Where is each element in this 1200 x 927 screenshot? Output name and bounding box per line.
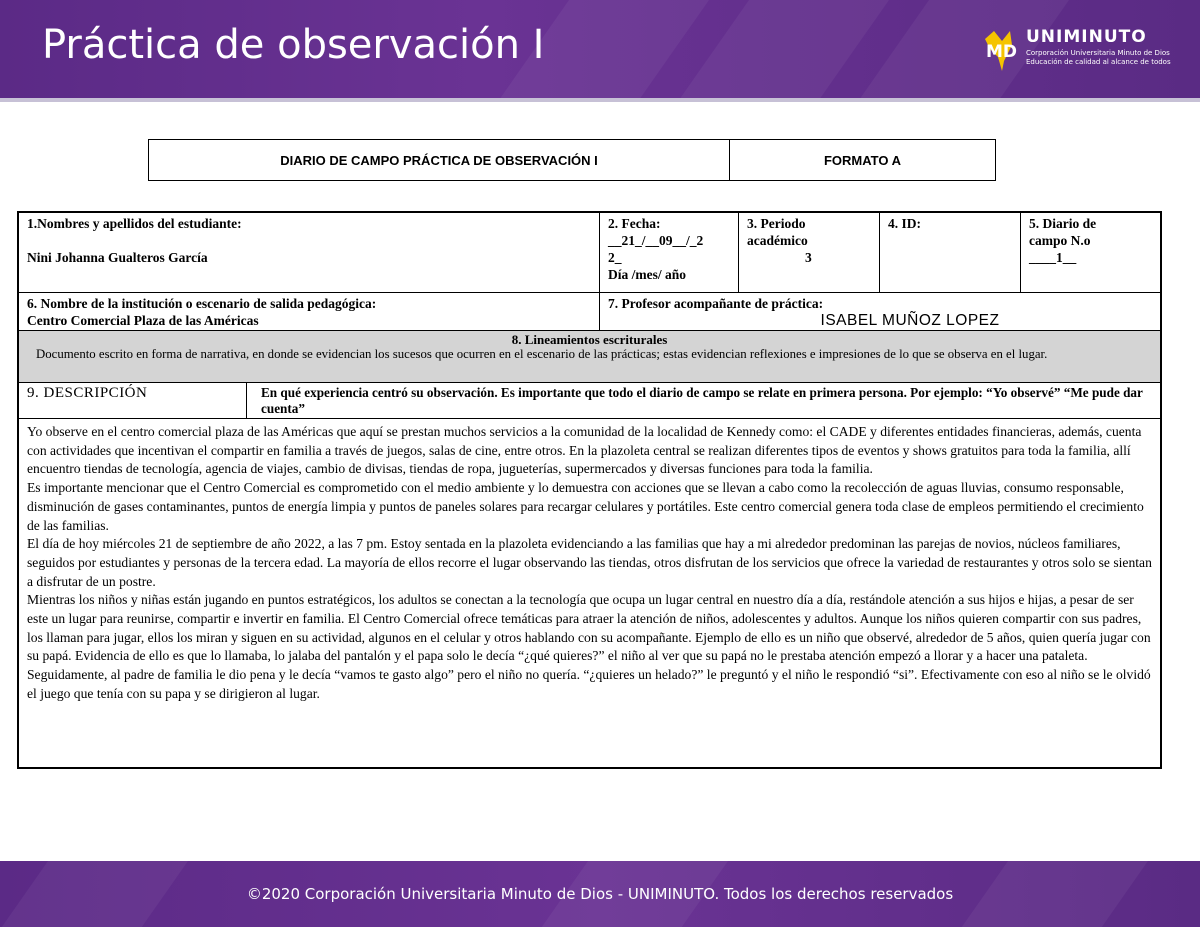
field-diary-form [17, 211, 1162, 769]
profesor-name: ISABEL MUÑOZ LOPEZ [820, 312, 1000, 329]
profesor-label: 7. Profesor acompañante de práctica: [608, 296, 824, 311]
diario-value: ____1__ [1029, 250, 1077, 265]
guidelines-text: Documento escrito en forma de narrativa, en donde se evidencian los sucesos que ocurren en el escenario de las prácticas; estas evidencian reflexiones e impresiones de lo que se observa en el lugar. [36, 347, 1048, 361]
diario-label-1: 5. Diario de [1029, 216, 1097, 231]
form-row-institution [19, 293, 1160, 331]
fecha-label: 2. Fecha: [608, 216, 661, 231]
form-row-body [19, 419, 1160, 767]
student-cell [19, 213, 599, 292]
observation-body [27, 423, 1152, 704]
fecha-format: Día /mes/ año [608, 267, 687, 282]
body-paragraph: Es importante mencionar que el Centro Comercial es comprometido con el medio ambiente y lo demuestra con acciones que se llevan a cabo como la recolección de aguas lluvias, consumo responsable, disminución de gases contaminantes, puntos de energía limpia y puntos de paneles solares para recargar celulares y portátiles. Este centro comercial genera toda clase de empleos permitiendo el crecimiento de las familias. [27, 480, 1144, 533]
format-label: FORMATO A [823, 152, 902, 168]
diario-label-2: campo N.o [1029, 233, 1091, 248]
uniminuto-logo [982, 25, 1182, 77]
fecha-value-2: 2_ [608, 250, 622, 265]
student-name: Nini Johanna Gualteros García [27, 250, 208, 265]
periodo-value: 3 [805, 250, 812, 265]
form-row-description-header [19, 383, 1160, 419]
footer-banner [0, 861, 1200, 927]
id-label: 4. ID: [888, 216, 921, 231]
profesor-cell [599, 293, 1160, 330]
body-paragraph: El día de hoy miércoles 21 de septiembre de año 2022, a las 7 pm. Estoy sentada en la plazoleta evidenciando a las familias que hay a mi alrededor predominan las parejas de novios, núcleos familiares, seguidos por estudiantes y personas de la tercera edad. La mayoría de ellos recorre el lugar observando las tiendas, otros disfrutan de los servicios que ofrece la variedad de restaurantes y otros solo se sientan a disfrutar de un postre. [27, 536, 1152, 589]
fecha-value-1: __21_/__09__/_2 [608, 233, 704, 248]
logo-tagline-1: Corporación Universitaria Minuto de Dios [1026, 49, 1170, 57]
student-label: 1.Nombres y apellidos del estudiante: [27, 216, 242, 231]
title-box [148, 139, 996, 181]
description-prompt-cell [246, 383, 1160, 418]
form-row-student [19, 213, 1160, 293]
logo-tagline-2: Educación de calidad al alcance de todos [1026, 58, 1171, 66]
form-row-guidelines [19, 331, 1160, 383]
description-label: 9. DESCRIPCIÓN [27, 385, 148, 401]
document-title: DIARIO DE CAMPO PRÁCTICA DE OBSERVACIÓN I [149, 140, 730, 180]
periodo-label-1: 3. Periodo [747, 216, 806, 231]
page-title: Práctica de observación I [42, 22, 545, 68]
diario-cell [1020, 213, 1160, 292]
description-label-cell [19, 383, 246, 418]
guidelines-title: 8. Lineamientos escriturales [511, 332, 668, 347]
institution-value: Centro Comercial Plaza de las Américas [27, 313, 259, 328]
logo-name: UNIMINUTO [1026, 27, 1147, 47]
header-banner [0, 0, 1200, 98]
institution-label: 6. Nombre de la institución o escenario de salida pedagógica: [27, 296, 377, 311]
periodo-label-2: académico [747, 233, 808, 248]
body-paragraph: Yo observe en el centro comercial plaza de las Américas que aquí se prestan muchos servicios a la comunidad de la localidad de Kennedy como: el CADE y diferentes entidades financieras, además, cuenta con actividades que incentivan el compartir en familia a través de juegos, salas de cine, entre otros. En la plazoleta central se realizan diferentes tipos de eventos y shows gratuitos para toda la familia, allí encuentro tiendas de tecnología, agencia de viajes, cambio de divisas, tiendas de ropa, jugueterías, supermercados y diversas funciones para toda la familia. [27, 424, 1142, 477]
description-prompt: En qué experiencia centró su observación. Es importante que todo el diario de campo se relate en primera persona. Por ejemplo: “Yo observé” “Me pude dar cuenta” [261, 385, 1143, 416]
fecha-cell [599, 213, 738, 292]
footer-copyright: ©2020 Corporación Universitaria Minuto de Dios - UNIMINUTO. Todos los derechos reservados [246, 885, 954, 903]
body-paragraph: Mientras los niños y niñas están jugando en puntos estratégicos, los adultos se conectan a la tecnología que ocupa un lugar central en nuestro día a día, restándole atención a sus hijos e hijas, a pesar de ser este un lugar para reunirse, compartir e invertir en familia. El Centro Comercial ofrece temáticas para atraer la atención de niños, adolescentes y adultos. Aunque los niños quieren compartir con sus padres, los llaman para jugar, ellos los miran y siguen en su actividad, algunos en el celular y otros hablando con su acompañante. Ejemplo de ello es un niño que observé, alrededor de 5 años, quien quería jugar con su papá. Evidencia de ello es que lo llamaba, lo jalaba del pantalón y el papa solo le decía “¿qué quieres?” el niño al ver que su papá no le prestaba atención empezó a llorar y a hacer una pataleta. Seguidamente, al padre de familia le dio pena y le decía “vamos te gasto algo” pero el niño no quería. “¿quieres un helado?” le preguntó y el niño le respondió “si”. Efectivamente con eso al niño se le olvidó el juego que tenía con su papa y se dirigieron al lugar. [27, 592, 1151, 701]
header-divider [0, 98, 1200, 102]
institution-cell [19, 293, 599, 330]
periodo-cell [738, 213, 879, 292]
id-cell [879, 213, 1020, 292]
svg-text:MD: MD [986, 42, 1018, 62]
md-logo-icon [982, 27, 1022, 71]
